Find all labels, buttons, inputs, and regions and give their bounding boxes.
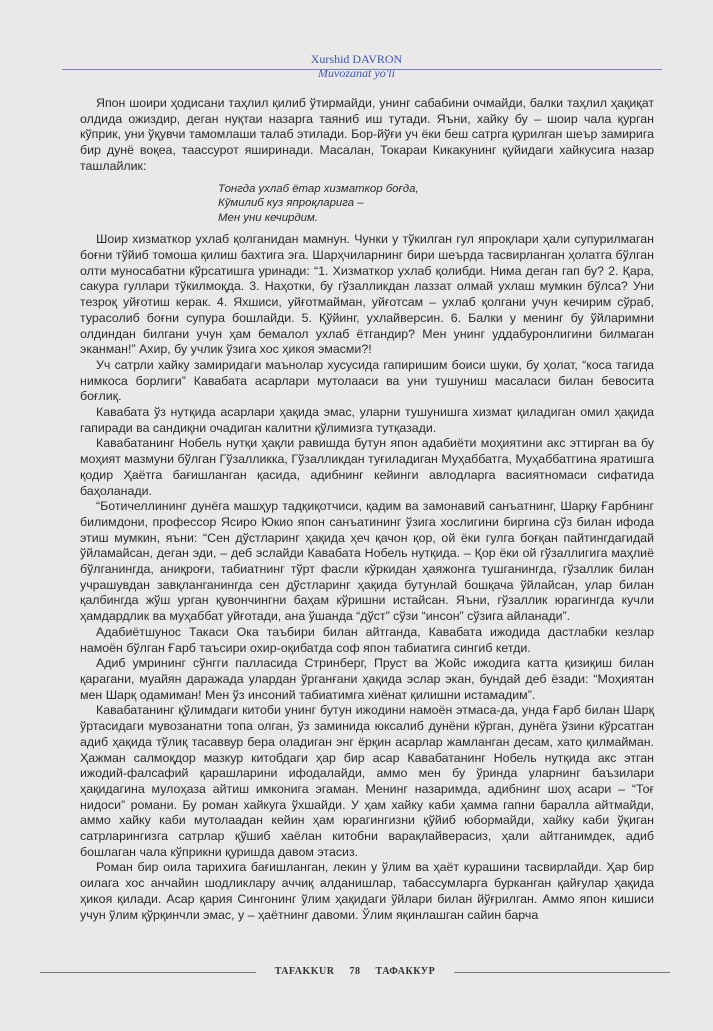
footer-journal-cyrillic: ТАФАККУР — [375, 966, 436, 977]
haiku-quote — [218, 182, 654, 226]
paragraph: Кавабата ўз нутқида асарлари ҳақида эмас, уларни тушунишга хизмат қиладиган омил ҳақида гапиради ва сандиқни очадиган калитни қўлимизга тутқазади. — [80, 405, 654, 435]
poem-line: Тонгда ухлаб ётар хизматкор боғда, — [218, 182, 419, 195]
page-number: 78 — [349, 966, 361, 977]
article-body — [80, 96, 654, 923]
running-header — [0, 52, 713, 80]
footer-journal-latin: TAFAKKUR — [274, 966, 335, 977]
paragraph: Уч сатрли хайку замиридаги маънолар хусусида гапиришим боиси шуки, бу ҳолат, “коса тагида нимкоса борлиги” Кавабата асарлари мутолааси ва уни тушуниш масаласи билан бевосита боғлиқ. — [80, 357, 654, 404]
footer-rule-right — [454, 972, 670, 973]
header-rule — [62, 69, 662, 70]
footer-center — [256, 964, 454, 980]
paragraph: Адабиётшунос Такаси Ока таъбири билан айтганда, Кавабата ижодида дастлабки кезлар намоён бўлган Ғарб таъсири охир-оқибатда соф япон табиатига сингиб кетди. — [80, 624, 654, 655]
poem-line: Кўмилиб куз япроқларига – — [218, 197, 364, 210]
header-author: Xurshid DAVRON — [310, 52, 403, 66]
paragraph: Кавабатанинг қўлимдаги китоби унинг бутун ижодини намоён этмаса-да, унда Ғарб билан Шарқ ўртасидаги мувозанатни топа олган, ўз заминида юксалиб дунёни кўрган, дунёга ўзини кўрсатган адиб ҳақида тўлиқ тасаввур бера оладиган энг ёрқин асарлар жамланган десам, хато қилмайман. Ҳажман салмоқдор мазкур китобдаги ҳар бир асар Кавабатанинг Нобель нутқида акс этган ижодий-фалсафий қарашларини ифодалайди, аммо мен бу ўринда уларнинг баъзилари ҳақидагина мулоҳаза айтиш имконига эгаман. Менинг назаримда, адибнинг шоҳ асари – “Тоғ нидоси” романи. Бу роман хайкуга ўхшайди. У ҳам хайку каби ҳамма гапни баралла айтмайди, аммо хайку каби мутолаадан кейин ҳам юрагингизни қўйиб юбормайди, хайку каби ўқиган сатрларингизга сатрлар қўшиб хаёлан китобни варақлайверасиз, ҳали айтганимдек, адиб бошлаган чала кўприкни қуришда давом этасиз. — [80, 703, 654, 859]
poem-line: Мен уни кечирдим. — [218, 211, 318, 224]
paragraph: “Ботичеллининг дунёга машҳур тадқиқотчиси, қадим ва замонавий санъатнинг, Шарқу Ғарбнинг билимдони, профессор Ясиро Юкио япон санъатининг ўзига хослигини биргина сўз билан ифода этиш мумкин, яъни: “Сен дўстларинг ҳақида ҳеч қачон қор, ой ёки гулга боғқан пайтингдагидай ўйламайсан, деган эди, – деб эслайди Кавабата Нобель нутқида. – Қор ёки ой гўзаллигига маҳлиё бўлганингда, аниқроғи, табиатнинг тўрт фасли кўркидан ҳаяжонга тушганингда, гўзаллик билан учрашувдан завқланганингда сен дўстларинг ҳақида бутунлай бошқача ўйлайсан, улар билан қалбингда жўш урган қувончингни баҳам кўришни истайсан. Яъни, гўзаллик юрагингда кучли ҳамдардлик ва муҳаббат уйғотади, ана ўшанда “дўст” сўзи “инсон” сўзига айланади”. — [80, 499, 654, 624]
header-subtitle: Muvozanat yo'li — [318, 66, 395, 80]
paragraph: Шоир хизматкор ухлаб қолганидан мамнун. Чунки у тўкилган гул япроқлари ҳали супурилмаган боғни тўйиб томоша қилиш бахтига эга. Шарҳчиларнинг бири шеърда тасвирланган ҳолатга бўлган олти муносабатни кўрсатишга уринади: “1. Хизматкор ухлаб қолибди. Нима деган гап бу? 2. Қара, сакура гуллари тўкилмоқда. 3. Наҳотки, бу гўзалликдан лаззат олмай ухлаш мумкин бўлса? Уни тезроқ уйғотиш керак. 4. Яхшиси, уйғотмайман, уйғотсам – ухлаб қолгани учун кечирим сўраб, тураcолиб боғни супура бошлайди. 5. Қўйинг, ухлайверсин. 6. Балки у менинг бу ўйларимни олдиндан билгани учун ҳам бемалол ухлаб ётгандир? Мен унинг уддабуронлигини билмаган эканман!” Ахир, бу учлик ўзига хос ҳикоя эмасми?! — [80, 232, 654, 357]
page-footer — [40, 964, 670, 982]
footer-rule-left — [40, 972, 256, 973]
paragraph: Кавабатанинг Нобель нутқи ҳақли равишда бутун япон адабиёти моҳиятини акс эттирган ва бу моҳият мазмуни бўлган Гўзалликка, Гўзалликдан туғиладиган Муҳаббатга, Муҳаббатгина яратишга қодир Ҳаётга бағишланган қасида, адибнинг кейинги авлодларга васиятномаси сифатида баҳоланади. — [80, 436, 654, 498]
paragraph: Адиб умрининг сўнгги палласида Стринберг, Пруст ва Жойс ижодига катта қизиқиш билан қарагани, муайян даражада улардан ўрганғани ҳақида эслар экан, бундай деб ёзади: “Моҳиятан мен Шарқ одамиман! Мен ўз инсоний табиатимга хиёнат қилишни истамадим”. — [80, 656, 654, 702]
paragraph: Япон шоири ҳодисани таҳлил қилиб ўтирмайди, унинг сабабини очмайди, балки таҳлил ҳақиқат олдида ожиздир, деган нуқтаи назарга таяниб иш тутади. Яъни, хайку бу – шоир чала қурган кўприк, уни ўқувчи тамомлаши талаб этилади. Бор-йўғи уч ёки беш сатрга қурилган шеър замирига бир дунё воқеа, таассурот яширинади. Масалан, Токараи Кикакунинг қуйидаги хайкусига назар ташлайлик: — [80, 96, 654, 173]
paragraph: Роман бир оила тарихига бағишланган, лекин у ўлим ва ҳаёт курашини тасвирлайди. Ҳар бир оилага хос анчайин шодликлару аччиқ алданишлар, табассумларга бурканган қайғулар ҳақида ҳикоя қилади. Асар қария Сингонинг ўлим ҳақидаги ўйлари билан йўғрилган. Аммо япон кишиси учун ўлим қўрқинчли эмас, у – ҳаётнинг давоми. Ўлим яқинлашган сайин барча — [80, 860, 654, 922]
